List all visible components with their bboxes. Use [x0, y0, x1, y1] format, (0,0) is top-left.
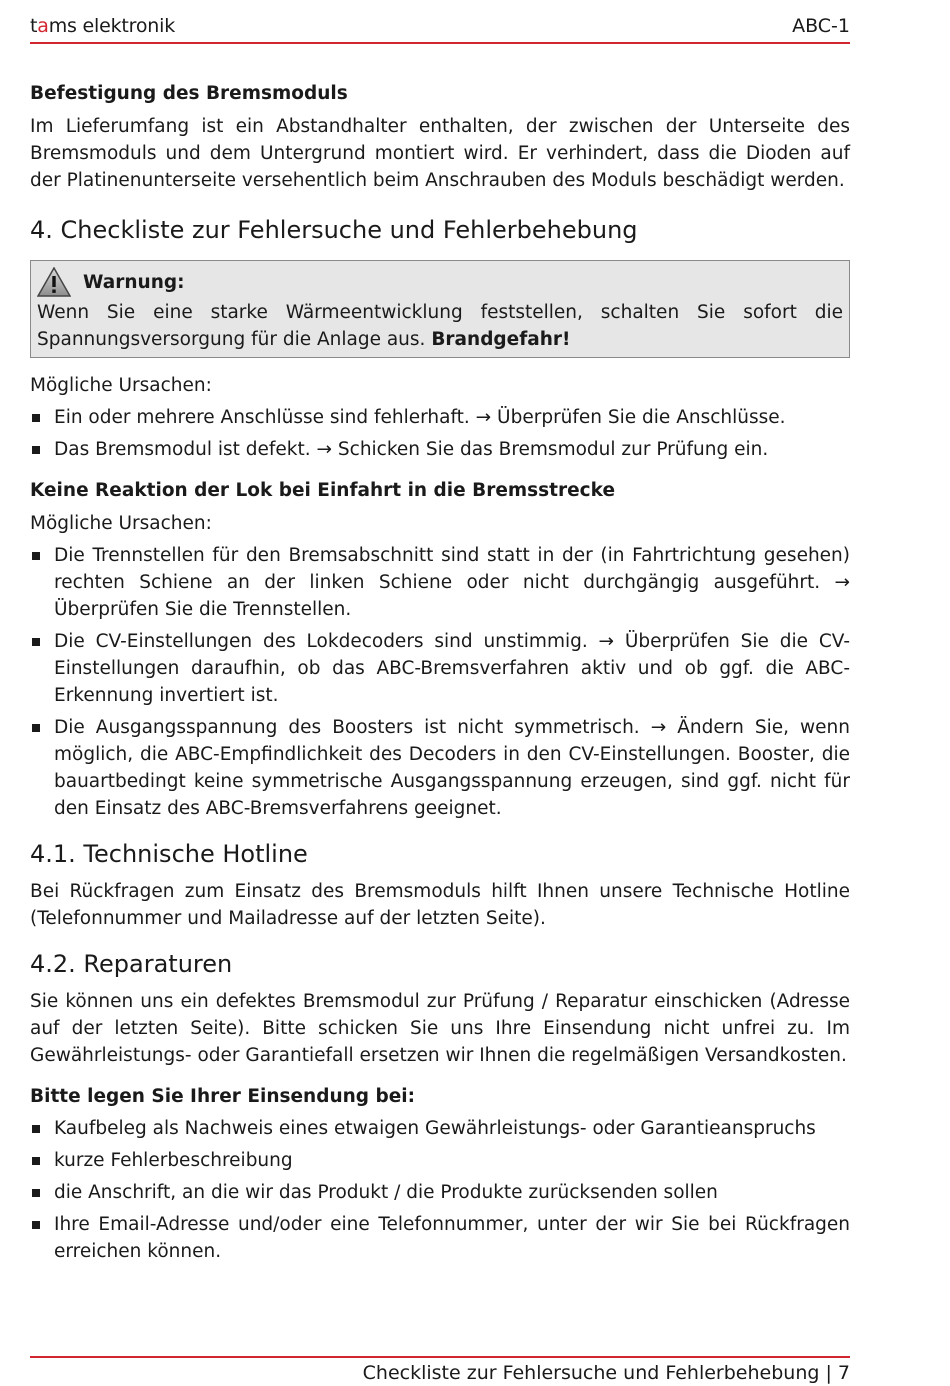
warning-text: Wenn Sie eine starke Wärmeentwicklung feststellen, schalten Sie sofort die Spannungsversorgung für die Anlage aus. Brandgefahr! — [37, 302, 843, 350]
warning-title: Warnung: — [83, 271, 185, 293]
warning-triangle-icon — [37, 267, 71, 297]
page-content — [30, 80, 850, 1265]
list-item: Das Bremsmodul ist defekt. → Schicken Sie das Bremsmodul zur Prüfung ein. — [30, 436, 850, 463]
checklist-causes-list — [30, 404, 850, 463]
hotline-heading: 4.1. Technische Hotline — [30, 840, 308, 868]
causes-label: Mögliche Ursachen: — [30, 375, 212, 396]
mounting-heading: Befestigung des Bremsmoduls — [30, 83, 348, 104]
causes-label-2: Mögliche Ursachen: — [30, 513, 212, 534]
enclose-heading: Bitte legen Sie Ihrer Einsendung bei: — [30, 1086, 416, 1107]
repairs-text: Sie können uns ein defektes Bremsmodul zur Prüfung / Reparatur einschicken (Adresse auf der letzten Seite). Bitte schicken Sie uns Ihre Einsendung nicht unfrei zu. Im Gewährleistungs- oder Garantiefall ersetzen wir Ihnen die regelmäßigen Versandkosten. — [30, 991, 850, 1066]
list-item: Ein oder mehrere Anschlüsse sind fehlerhaft. → Überprüfen Sie die Anschlüsse. — [30, 404, 850, 431]
repairs-heading: 4.2. Reparaturen — [30, 950, 233, 978]
document-id: ABC-1 — [792, 15, 850, 37]
header-rule — [30, 42, 850, 44]
list-item: kurze Fehlerbeschreibung — [30, 1147, 850, 1174]
hotline-text: Bei Rückfragen zum Einsatz des Bremsmoduls hilft Ihnen unsere Technische Hotline (Telefonnummer und Mailadresse auf der letzten Seite). — [30, 881, 850, 929]
list-item: Die Trennstellen für den Bremsabschnitt sind statt in der (in Fahrtrichtung gesehen) rechten Schiene an der linken Schiene oder nicht durchgängig ausgeführt. → Überprüfen Sie die Trennstellen. — [30, 542, 850, 623]
list-item: die Anschrift, an die wir das Produkt / die Produkte zurücksenden sollen — [30, 1179, 850, 1206]
warning-header — [37, 267, 843, 297]
footer-rule — [30, 1356, 850, 1358]
list-item: Ihre Email-Adresse und/oder eine Telefonnummer, unter der wir Sie bei Rückfragen erreichen können. — [30, 1211, 850, 1265]
no-reaction-heading: Keine Reaktion der Lok bei Einfahrt in die Bremsstrecke — [30, 480, 615, 501]
page-footer: Checkliste zur Fehlersuche und Fehlerbehebung | 7 — [362, 1362, 850, 1384]
checklist-heading: 4. Checkliste zur Fehlersuche und Fehlerbehebung — [30, 216, 638, 244]
list-item: Die Ausgangsspannung des Boosters ist nicht symmetrisch. → Ändern Sie, wenn möglich, die ABC-Empfindlichkeit des Decoders in den CV-Einstellungen. Booster, die bauartbedingt keine symmetrische Ausgangsspannung erzeugen, sind ggf. nicht für den Einsatz des ABC-Bremsverfahrens geeignet. — [30, 714, 850, 822]
enclose-list — [30, 1115, 850, 1265]
brand-logo: tams elektronik — [30, 15, 176, 37]
no-reaction-causes-list — [30, 542, 850, 822]
list-item: Die CV-Einstellungen des Lokdecoders sind unstimmig. → Überprüfen Sie die CV-Einstellungen daraufhin, ob das ABC-Bremsverfahren aktiv und ob ggf. die ABC-Erkennung invertiert ist. — [30, 628, 850, 709]
mounting-text: Im Lieferumfang ist ein Abstandhalter enthalten, der zwischen der Unterseite des Bremsmoduls und dem Untergrund montiert wird. Er verhindert, dass die Dioden auf der Platinenunterseite versehentlich beim Anschrauben des Moduls beschädigt werden. — [30, 116, 850, 191]
list-item: Kaufbeleg als Nachweis eines etwaigen Gewährleistungs- oder Garantieanspruchs — [30, 1115, 850, 1142]
warning-box — [30, 260, 850, 358]
